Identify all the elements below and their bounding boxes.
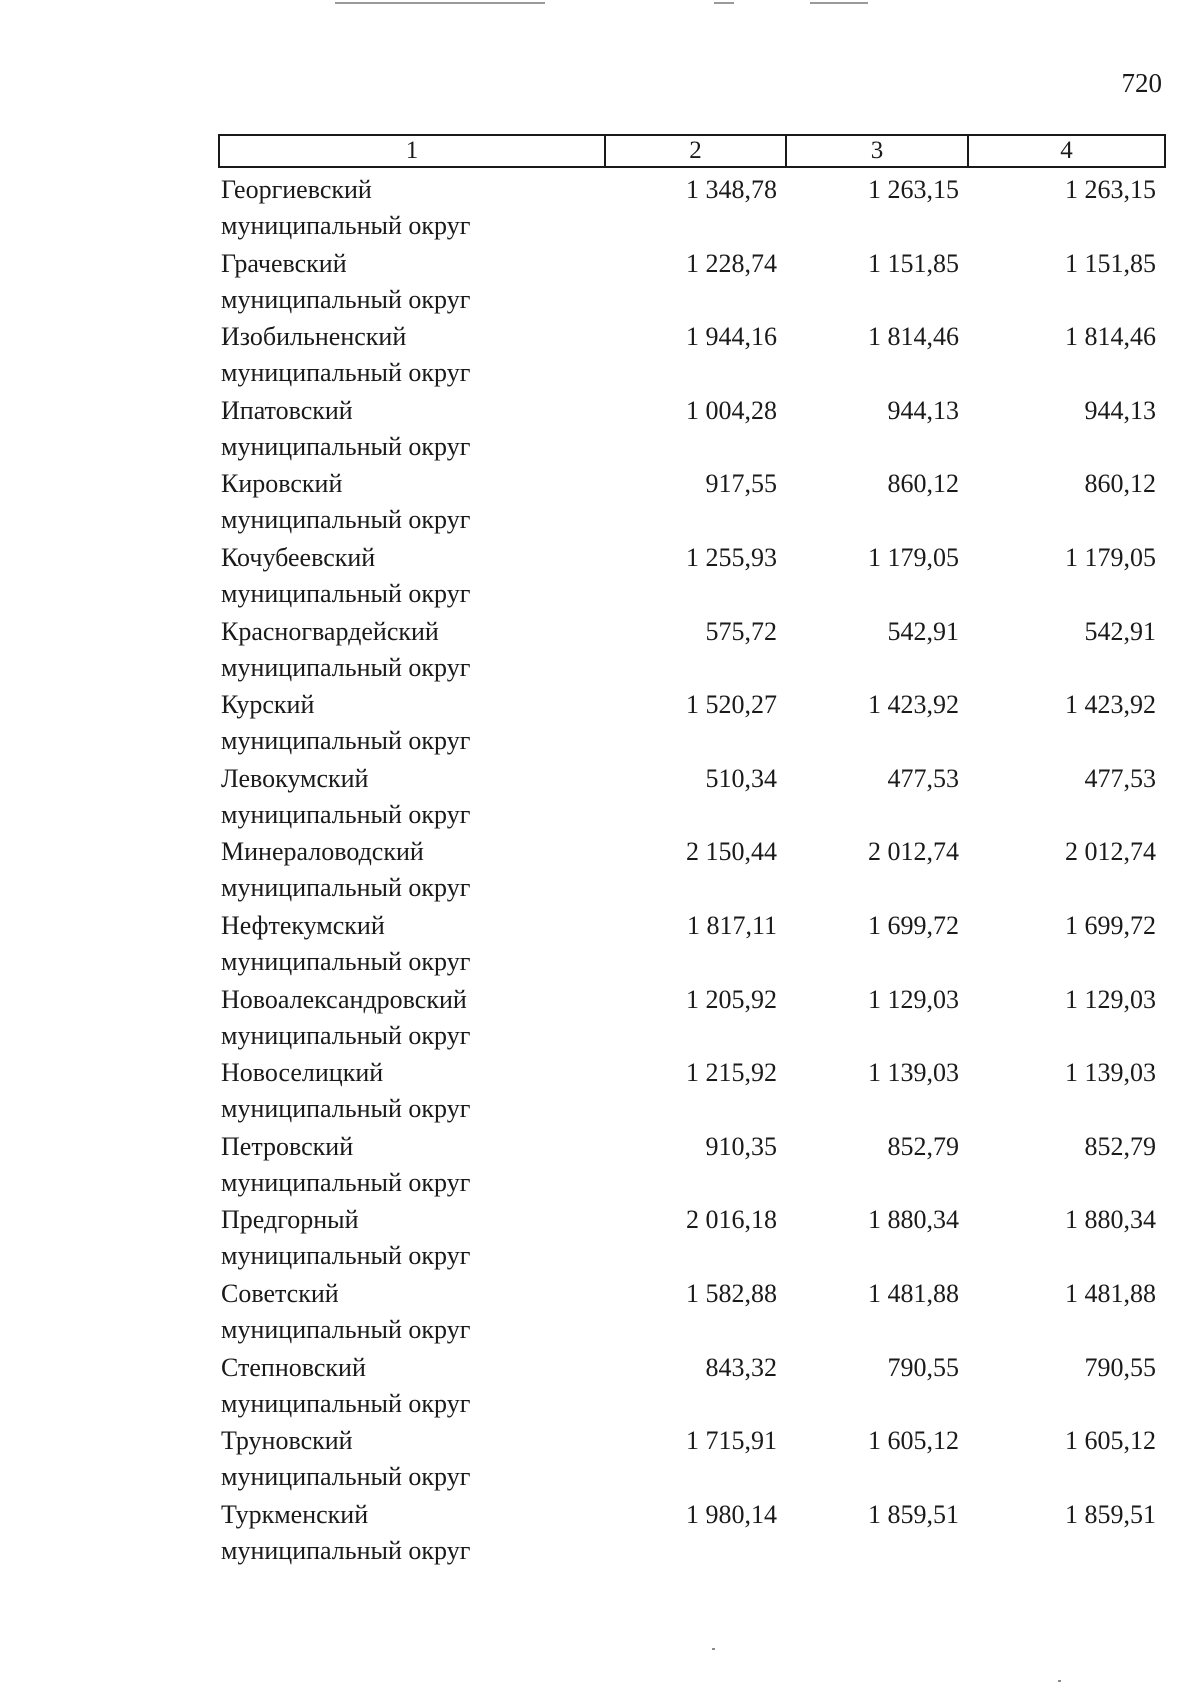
municipality-name: Труновский — [221, 1426, 353, 1456]
municipality-type: муниципальный округ — [221, 1388, 471, 1418]
value-cell-col-3: 790,55 — [887, 1352, 959, 1382]
value-cell-col-4: 1 139,03 — [1065, 1058, 1156, 1088]
value-cell-col-3: 1 179,05 — [868, 542, 959, 572]
value-cell-col-3: 542,91 — [887, 616, 959, 646]
municipality-name: Изобильненский — [221, 322, 407, 352]
column-header-4: 4 — [967, 136, 1164, 166]
table-row — [218, 1497, 1166, 1571]
value-cell-col-2: 2 150,44 — [686, 837, 777, 867]
value-cell-col-3: 1 423,92 — [868, 690, 959, 720]
municipality-type: муниципальный округ — [221, 1241, 471, 1271]
municipality-name: Кировский — [221, 469, 343, 499]
value-cell-col-4: 1 481,88 — [1065, 1278, 1156, 1308]
municipality-name: Грачевский — [221, 248, 347, 278]
municipality-name-cell — [218, 1202, 602, 1276]
page-number: 720 — [1121, 68, 1162, 98]
value-cell-col-4: 1 605,12 — [1065, 1426, 1156, 1456]
value-cell-col-2: 1 715,91 — [686, 1426, 777, 1456]
municipality-name-cell — [218, 246, 602, 320]
value-cell-col-2: 910,35 — [705, 1131, 777, 1161]
value-cell-col-2: 1 228,74 — [686, 248, 777, 278]
municipality-name-cell — [218, 834, 602, 908]
scan-speck — [712, 1648, 715, 1650]
municipality-name-cell — [218, 319, 602, 393]
municipality-name-cell — [218, 1497, 602, 1571]
value-cell-col-3: 944,13 — [887, 395, 959, 425]
table-row — [218, 1129, 1166, 1203]
municipality-name-cell — [218, 1423, 602, 1497]
municipality-name: Минераловодский — [221, 837, 424, 867]
table-row — [218, 1055, 1166, 1129]
table-row — [218, 246, 1166, 320]
value-cell-col-2: 1 255,93 — [686, 542, 777, 572]
municipality-name: Предгорный — [221, 1205, 359, 1235]
municipality-name-cell — [218, 1350, 602, 1424]
municipality-name-cell — [218, 1129, 602, 1203]
value-cell-col-3: 1 129,03 — [868, 984, 959, 1014]
value-cell-col-3: 1 139,03 — [868, 1058, 959, 1088]
municipality-name-cell — [218, 393, 602, 467]
table-row — [218, 687, 1166, 761]
municipality-name-cell — [218, 540, 602, 614]
municipality-type: муниципальный округ — [221, 431, 471, 461]
municipality-name-cell — [218, 614, 602, 688]
municipality-name: Петровский — [221, 1131, 354, 1161]
municipality-name: Степновский — [221, 1352, 366, 1382]
value-cell-col-4: 852,79 — [1084, 1131, 1156, 1161]
table-row — [218, 1202, 1166, 1276]
table-row — [218, 540, 1166, 614]
value-cell-col-4: 1 699,72 — [1065, 910, 1156, 940]
municipality-type: муниципальный округ — [221, 873, 471, 903]
municipality-type: муниципальный округ — [221, 211, 471, 240]
municipality-type: муниципальный округ — [221, 726, 471, 756]
municipality-type: муниципальный округ — [221, 284, 471, 314]
municipality-name-cell — [218, 466, 602, 540]
municipality-name: Ипатовский — [221, 395, 353, 425]
value-cell-col-4: 1 423,92 — [1065, 690, 1156, 720]
value-cell-col-3: 1 880,34 — [868, 1205, 959, 1235]
value-cell-col-4: 542,91 — [1084, 616, 1156, 646]
municipality-name: Курский — [221, 690, 315, 720]
municipality-type: муниципальный округ — [221, 578, 471, 608]
value-cell-col-4: 860,12 — [1084, 469, 1156, 499]
municipality-name-cell — [218, 1055, 602, 1129]
municipality-type: муниципальный округ — [221, 1462, 471, 1492]
value-cell-col-2: 1 944,16 — [686, 322, 777, 352]
value-cell-col-3: 2 012,74 — [868, 837, 959, 867]
value-cell-col-3: 1 814,46 — [868, 322, 959, 352]
value-cell-col-4: 1 263,15 — [1065, 175, 1156, 204]
scan-artifact-line — [810, 2, 868, 4]
value-cell-col-2: 1 205,92 — [686, 984, 777, 1014]
value-cell-col-2: 510,34 — [705, 763, 777, 793]
municipality-name: Красногвардейский — [221, 616, 439, 646]
table-row — [218, 1276, 1166, 1350]
value-cell-col-3: 1 263,15 — [868, 175, 959, 204]
value-cell-col-2: 2 016,18 — [686, 1205, 777, 1235]
municipality-type: муниципальный округ — [221, 1535, 471, 1565]
table-row — [218, 761, 1166, 835]
municipality-name: Новоалександровский — [221, 984, 467, 1014]
value-cell-col-2: 1 520,27 — [686, 690, 777, 720]
column-header-1: 1 — [405, 137, 419, 164]
scan-artifact-line — [714, 2, 734, 4]
column-header-2: 2 — [604, 136, 785, 166]
table-row — [218, 466, 1166, 540]
value-cell-col-2: 1 215,92 — [686, 1058, 777, 1088]
table-row — [218, 1423, 1166, 1497]
municipality-type: муниципальный округ — [221, 1094, 471, 1124]
value-cell-col-4: 1 129,03 — [1065, 984, 1156, 1014]
value-cell-col-2: 1 348,78 — [686, 175, 777, 204]
table-row — [218, 834, 1166, 908]
value-cell-col-4: 1 179,05 — [1065, 542, 1156, 572]
value-cell-col-4: 1 880,34 — [1065, 1205, 1156, 1235]
municipality-name-cell — [218, 761, 602, 835]
table-row — [218, 393, 1166, 467]
municipality-type: муниципальный округ — [221, 1167, 471, 1197]
table-header — [218, 134, 1166, 168]
value-cell-col-4: 1 859,51 — [1065, 1499, 1156, 1529]
value-cell-col-4: 2 012,74 — [1065, 837, 1156, 867]
municipality-name: Новоселицкий — [221, 1058, 384, 1088]
municipality-name-cell — [218, 908, 602, 982]
municipality-name: Нефтекумский — [221, 910, 385, 940]
municipality-name: Советский — [221, 1278, 339, 1308]
value-cell-col-3: 1 151,85 — [868, 248, 959, 278]
value-cell-col-3: 860,12 — [887, 469, 959, 499]
value-cell-col-4: 944,13 — [1084, 395, 1156, 425]
value-cell-col-4: 1 151,85 — [1065, 248, 1156, 278]
municipality-name-cell — [218, 687, 602, 761]
value-cell-col-4: 1 814,46 — [1065, 322, 1156, 352]
column-header-3: 3 — [785, 136, 967, 166]
value-cell-col-4: 790,55 — [1084, 1352, 1156, 1382]
value-cell-col-3: 1 699,72 — [868, 910, 959, 940]
municipality-name-cell — [218, 1276, 602, 1350]
value-cell-col-3: 477,53 — [887, 763, 959, 793]
municipality-name: Туркменский — [221, 1499, 369, 1529]
value-cell-col-2: 1 582,88 — [686, 1278, 777, 1308]
municipality-name-cell — [218, 982, 602, 1056]
scan-artifact-line — [335, 2, 545, 4]
table-row — [218, 614, 1166, 688]
municipality-type: муниципальный округ — [221, 652, 471, 682]
value-cell-col-3: 1 859,51 — [868, 1499, 959, 1529]
value-cell-col-2: 1 004,28 — [686, 395, 777, 425]
municipality-type: муниципальный округ — [221, 946, 471, 976]
scan-speck — [1058, 1680, 1061, 1682]
municipality-type: муниципальный округ — [221, 358, 471, 388]
value-cell-col-4: 477,53 — [1084, 763, 1156, 793]
municipality-name-cell — [218, 172, 602, 246]
municipality-type: муниципальный округ — [221, 505, 471, 535]
table-row — [218, 908, 1166, 982]
value-cell-col-3: 852,79 — [887, 1131, 959, 1161]
value-cell-col-2: 1 980,14 — [686, 1499, 777, 1529]
municipality-type: муниципальный округ — [221, 1314, 471, 1344]
value-cell-col-2: 575,72 — [705, 616, 777, 646]
municipality-type: муниципальный округ — [221, 1020, 471, 1050]
municipality-name: Георгиевский — [221, 175, 372, 204]
value-cell-col-3: 1 481,88 — [868, 1278, 959, 1308]
municipality-type: муниципальный округ — [221, 799, 471, 829]
value-cell-col-2: 843,32 — [705, 1352, 777, 1382]
table-row — [218, 172, 1166, 246]
value-cell-col-2: 917,55 — [705, 469, 777, 499]
table-body — [218, 172, 1166, 1570]
value-cell-col-3: 1 605,12 — [868, 1426, 959, 1456]
table-row — [218, 1350, 1166, 1424]
table-row — [218, 982, 1166, 1056]
table-row — [218, 319, 1166, 393]
municipality-name: Левокумский — [221, 763, 369, 793]
value-cell-col-2: 1 817,11 — [686, 910, 777, 940]
municipality-name: Кочубеевский — [221, 542, 376, 572]
